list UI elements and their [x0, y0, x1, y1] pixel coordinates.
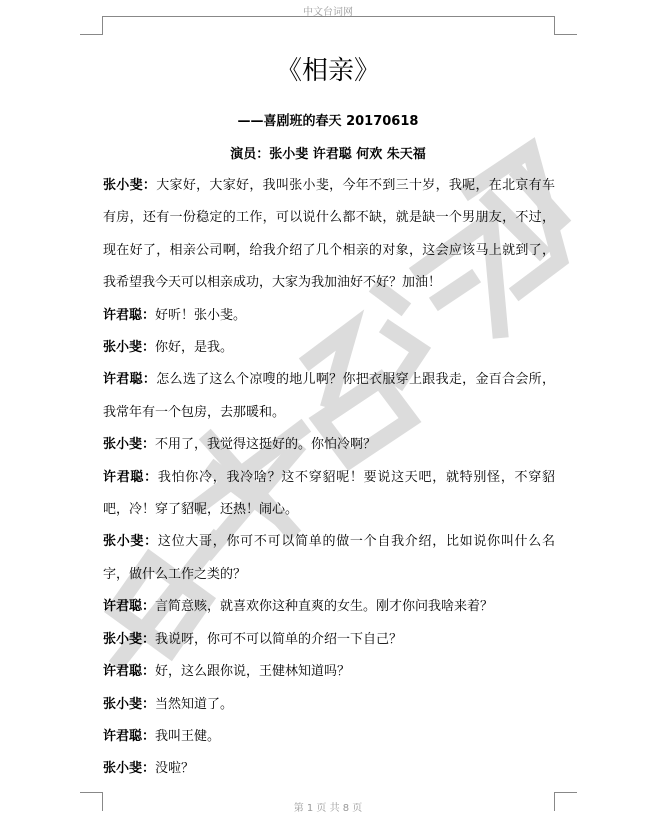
- dialogue-text: 你好，是我。: [155, 340, 234, 356]
- speaker-name: 许君聪：: [103, 307, 156, 323]
- subtitle: ——喜剧班的春天 20170618: [237, 114, 419, 129]
- dialogue-line: [103, 364, 555, 429]
- speaker-name: 张小斐：: [103, 178, 157, 193]
- dialogue-line: [103, 332, 555, 364]
- speaker-name: 许君聪：: [103, 372, 157, 388]
- speaker-name: 许君聪：: [103, 599, 156, 615]
- dialogue-line: [103, 656, 555, 688]
- dialogue-line: [103, 721, 555, 753]
- dialogue-line: [103, 300, 555, 332]
- speaker-name: 张小斐：: [103, 340, 156, 356]
- dialogue-text: 当然知道了。: [155, 696, 234, 712]
- dialogue-line: [103, 753, 555, 785]
- dialogue-text: 不用了，我觉得这挺好的。你怕冷啊？: [155, 437, 377, 453]
- dialogue-text: 我怕你冷，我冷啥？这不穿貂呢！要说这天吧，就特别怪，不穿貂吧，冷！穿了貂呢，还热！闹心。: [103, 469, 555, 518]
- dialogue-line: [103, 526, 555, 591]
- dialogue-text: 言简意赅，就喜欢你这种直爽的女生。刚才你问我啥来着？: [155, 599, 494, 615]
- dialogue-text: 好听！张小斐。: [155, 307, 247, 323]
- dialogue-line: [103, 462, 555, 527]
- dialogue-text: 没啦？: [155, 761, 195, 777]
- speaker-name: 许君聪：: [103, 664, 156, 680]
- cast-list: 演员：张小斐 许君聪 何欢 朱天福: [230, 147, 426, 162]
- dialogue-text: 好，这么跟你说，王健林知道吗？: [155, 664, 351, 680]
- dialogue-text: 我说呀，你可不可以简单的介绍一下自己？: [155, 631, 403, 647]
- dialogue-text: 我叫王健。: [155, 728, 221, 744]
- dialogue-body: [103, 170, 555, 786]
- dialogue-line: [103, 624, 555, 656]
- speaker-name: 许君聪：: [103, 469, 158, 485]
- dialogue-line: [103, 429, 555, 461]
- page-footer: 第 1 页 共 8 页: [293, 803, 363, 814]
- dialogue-text: 大家好，大家好，我叫张小斐，今年不到三十岁，我呢，在北京有车有房，还有一份稳定的工作，可以说什么都不缺，就是缺一个男朋友，不过，现在好了，相亲公司啊，给我介绍了几个相亲的对象，这会应该马上就到了，我希望我今天可以相亲成功，大家为我加油好不好？加油！: [103, 178, 555, 291]
- dialogue-text: 怎么选了这么个凉嗖的地儿啊？你把衣服穿上跟我走，金百合会所，我常年有一个包房，去那暖和。: [103, 372, 555, 420]
- dialogue-line: [103, 591, 555, 623]
- speaker-name: 许君聪：: [103, 728, 156, 744]
- page-header: 中文台词网: [303, 7, 353, 18]
- speaker-name: 张小斐：: [103, 761, 156, 777]
- speaker-name: 张小斐：: [103, 631, 156, 647]
- speaker-name: 张小斐：: [103, 696, 156, 712]
- document-title: 《相亲》: [275, 56, 380, 86]
- speaker-name: 张小斐：: [103, 437, 156, 453]
- dialogue-line: [103, 170, 555, 300]
- dialogue-text: 这位大哥，你可不可以简单的做一个自我介绍，比如说你叫什么名字，做什么工作之类的？: [103, 534, 555, 582]
- speaker-name: 张小斐：: [103, 534, 158, 550]
- dialogue-line: [103, 689, 555, 721]
